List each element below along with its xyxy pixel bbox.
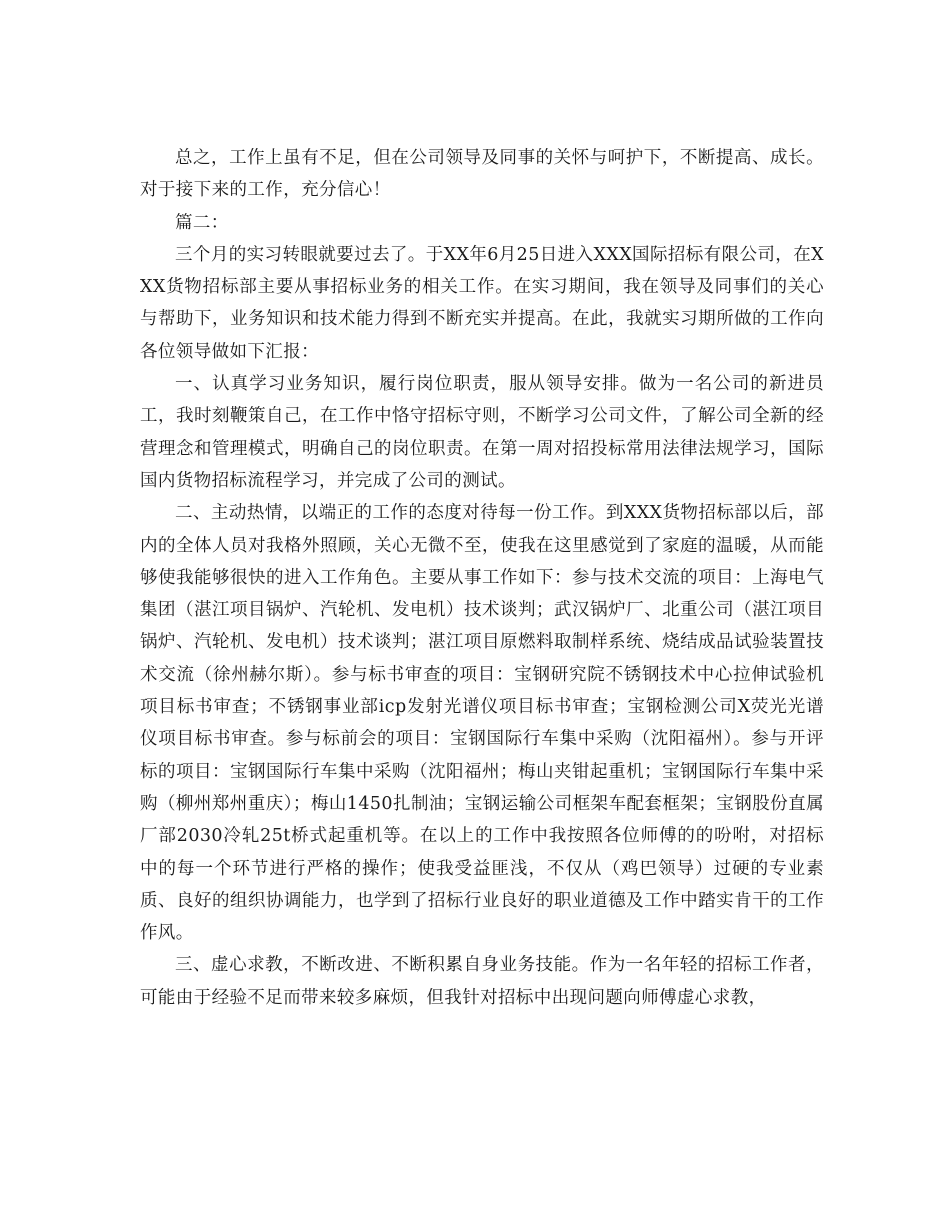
paragraph-section-one: 一、认真学习业务知识，履行岗位职责，服从领导安排。做为一名公司的新进员工，我时刻鞭策自己，在工作中恪守招标守则，不断学习公司文件，了解公司全新的经营理念和管理模式，明确自己的岗位职责。在第一周对招投标常用法律法规学习，国际国内货物招标流程学习，并完成了公司的测试。 <box>140 374 824 491</box>
paragraph-section-two: 二、主动热情，以端正的工作的态度对待每一份工作。到XXX货物招标部以后，部内的全体人员对我格外照顾，关心无微不至，使我在这里感觉到了家庭的温暖，从而能够使我能够很快的进入工作角色。主要从事工作如下：参与技术交流的项目：上海电气集团（湛江项目锅炉、汽轮机、发电机）技术谈判；武汉锅炉厂、北重公司（湛江项目锅炉、汽轮机、发电机）技术谈判；湛江项目原燃料取制样系统、烧结成品试验装置技术交流（徐州赫尔斯）。参与标书审查的项目：宝钢研究院不锈钢技术中心拉伸试验机项目标书审查；不锈钢事业部icp发射光谱仪项目标书审查；宝钢检测公司X荧光光谱仪项目标书审查。参与标前会的项目：宝钢国际行车集中采购（沈阳福州）。参与开评标的项目：宝钢国际行车集中采购（沈阳福州；梅山夹钳起重机；宝钢国际行车集中采购（柳州郑州重庆）；梅山1450扎制油；宝钢运输公司框架车配套框架；宝钢股份直属厂部2030冷轧25t桥式起重机等。在以上的工作中我按照各位师傅的的吩咐，对招标中的每一个环节进行严格的操作；使我受益匪浅，不仅从（鸡巴领导）过硬的专业素质、良好的组织协调能力，也学到了招标行业良好的职业道德及工作中踏实肯干的工作作风。 <box>140 503 824 944</box>
paragraph-section-three: 三、虚心求教，不断改进、不断积累自身业务技能。作为一名年轻的招标工作者，可能由于经验不足而带来较多麻烦，但我针对招标中出现问题向师傅虚心求教， <box>140 955 824 1008</box>
document-body <box>140 142 824 1014</box>
paragraph-heading-part-two: 篇二： <box>175 212 229 233</box>
paragraph-summary: 总之，工作上虽有不足，但在公司领导及同事的关怀与呵护下，不断提高、成长。对于接下来的工作，充分信心！ <box>140 148 824 201</box>
paragraph-intro: 三个月的实习转眼就要过去了。于XX年6月25日进入XXX国际招标有限公司，在XXX货物招标部主要从事招标业务的相关工作。在实习期间，我在领导及同事们的关心与帮助下，业务知识和技术能力得到不断充实并提高。在此，我就实习期所做的工作向各位领导做如下汇报： <box>140 244 824 362</box>
